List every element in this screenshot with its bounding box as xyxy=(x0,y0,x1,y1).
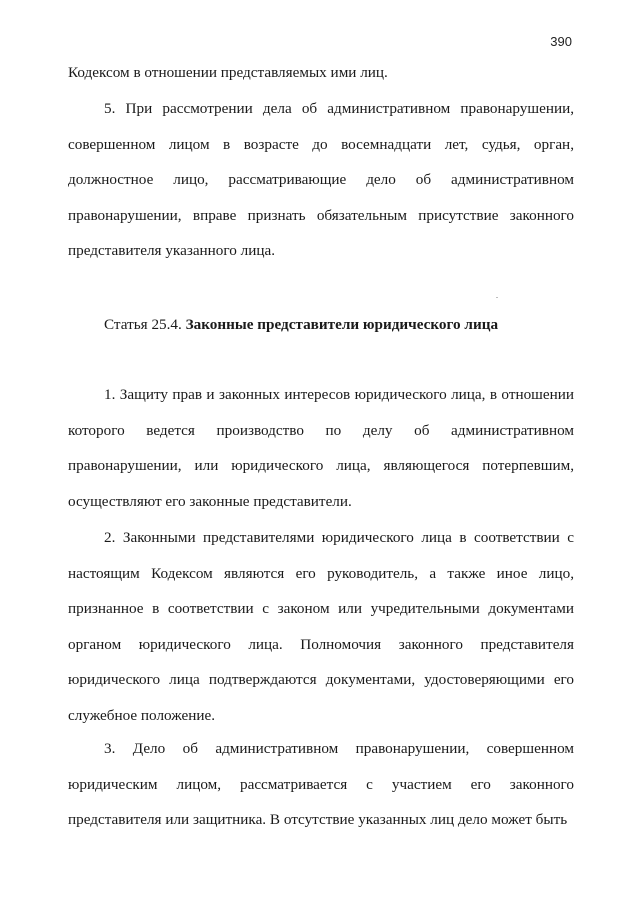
paragraph-5: 5. При рассмотрении дела об административном правонарушении, совершенном лицом в возрасте до восемнадцати лет, судья, орган, должностное лицо, рассматривающие дело об административном правонарушении, вправе признать обязательным присутствие законного представителя указанного лица. xyxy=(68,100,574,259)
article-title: Законные представители юридического лица xyxy=(185,316,499,333)
article-item-1: 1. Защиту прав и законных интересов юридического лица, в отношении которого ведется производство по делу об административном правонарушении, или юридического лица, являющегося потерпевшим, осуществляют его законные представители. xyxy=(68,386,574,510)
scan-speck xyxy=(496,297,498,298)
article-item-2: 2. Законными представителями юридического лица в соответствии с настоящим Кодексом являются его руководитель, а также иное лицо, признанное в соответствии с законом или учредительными документами органом юридического лица. Полномочия законного представителя юридического лица подтверждаются документами, удостоверяющими его служебное положение. xyxy=(68,529,574,724)
article-item-3: 3. Дело об административном правонарушении, совершенном юридическим лицом, рассматривается с участием его законного представителя или защитника. В отсутствие указанных лиц дело может быть xyxy=(68,740,574,828)
article-heading xyxy=(104,307,498,343)
article-prefix: Статья 25.4. xyxy=(104,316,186,333)
page-number: 390 xyxy=(550,34,572,49)
continuation-line: Кодексом в отношении представляемых ими лиц. xyxy=(68,64,388,81)
